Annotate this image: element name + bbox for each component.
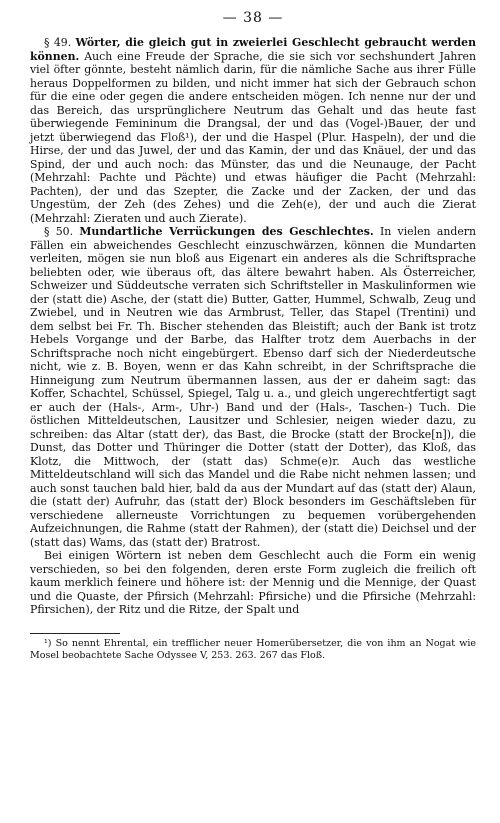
section-50: [30, 225, 476, 549]
footnote: ¹) So nennt Ehrental, ein trefflicher neuer Homerübersetzer, die von ihm an Nogat wie Mosel beobachtete Sache Odyssee V, 253. 263. 267 das Floß.: [30, 637, 476, 661]
section-49-number: § 49.: [44, 36, 72, 49]
section-50-number: § 50.: [44, 225, 74, 238]
page-number: — 38 —: [222, 10, 284, 26]
section-50-body: In vielen andern Fällen ein abweichendes Geschlecht einzuschwärzen, können die Mundarten verleiten, mögen sie nun bloß aus Eigenart ein anderes als die Schriftsprache beliebten oder, wie überaus oft, das ältere bewahrt haben. Als Österreicher, Schweizer und Süddeutsche verraten sich Schriftsteller in Maskulinformen wie der (statt die) Asche, der (statt die) Butter, Gatter, Hummel, Schwalb, Zeug und Zwiebel, und in Neutren wie das Armbrust, Teller, das Stapel (Trentini) und dem selbst bei Fr. Th. Bischer stehenden das Bleistift; auch der Bank ist trotz Hebels Vorgange und der Barbe, das Halfter trotz dem Auerbachs in der Schriftsprache noch nicht eingebürgert. Ebenso darf sich der Niederdeutsche nicht, wie z. B. Boyen, wenn er das Kahn schreibt, in der Schriftsprache die Hinneigung zum Neutrum übermannen lassen, aus der er daheim sagt: das Koffer, Schachtel, Schüssel, Spiegel, Talg u. a., und gleich ungerechtfertigt sagt er auch der (Hals-, Arm-, Uhr-) Band und der (Hals-, Taschen-) Tuch. Die östlichen Mitteldeutschen, Lausitzer und Schlesier, neigen wieder dazu, zu schreiben: das Altar (statt der), das Bast, die Brocke (statt der Brocke[n]), die Dunst, das Dotter und Thüringer die Dotter (statt der Dotter), das Kloß, das Klotz, die Mittwoch, der (statt das) Schme(e)r. Auch das westliche Mitteldeutschland will sich das Mandel und die Rabe nicht nehmen lassen; und auch sonst tauchen bald hier, bald da aus der Mundart auf das (statt der) Alaun, die (statt der) Aufruhr, das (statt der) Block besonders im Geschäftsleben für verschiedene allerneuste Vorrichtungen zu bequemen vorübergehenden Aufzeichnungen, die Rahme (statt der Rahmen), der (statt die) Deichsel und der (statt das) Wams, das (statt der) Bratrost.: [30, 225, 476, 549]
section-49-body: Auch eine Freude der Sprache, die sie sich vor sechshundert Jahren viel öfter gönnte, besteht nämlich darin, für die nämliche Sache aus ihrer Fülle heraus Doppelformen zu bilden, und nicht immer hat sich der Gebrauch schon für die eine oder gegen die andere entscheiden mögen. Ich nenne nur der und das Bereich, das ursprünglichere Neutrum das Gehalt und das heute fast überwiegende Femininum die Drangsal, der und das (Vogel-)Bauer, der und jetzt überwiegend das Floß¹), der und die Haspel (Plur. Haspeln), der und die Hirse, der und das Juwel, der und das Kamin, der und das Knäuel, der und das Spind, der und auch noch: das Münster, das und die Neunauge, der Pacht (Mehrzahl: Pachte und Pächte) und etwas häufiger die Pacht (Mehrzahl: Pachten), der und das Szepter, die Zacke und der Zacken, der und das Ungestüm, der Zeh (des Zehes) und die Zeh(e), der und auch die Zierat (Mehrzahl: Zieraten und auch Zierate).: [30, 49, 476, 225]
footnote-separator: [30, 633, 120, 634]
closing-paragraph: Bei einigen Wörtern ist neben dem Geschlecht auch die Form ein wenig verschieden, so bei den folgenden, deren erste Form zugleich die freilich oft kaum merklich feinere und höhere ist: der Mennig und die Mennige, der Quast und die Quaste, der Pfirsich (Mehrzahl: Pfirsiche) und die Pfirsiche (Mehrzahl: Pfirsichen), der Ritz und die Ritze, der Spalt und: [30, 549, 476, 616]
section-49-heading: Wörter, die gleich gut in zweierlei Geschlecht gebraucht werden können.: [30, 36, 476, 63]
section-50-heading: Mundartliche Verrückungen des Geschlechtes.: [79, 225, 374, 238]
section-49: [30, 36, 476, 225]
